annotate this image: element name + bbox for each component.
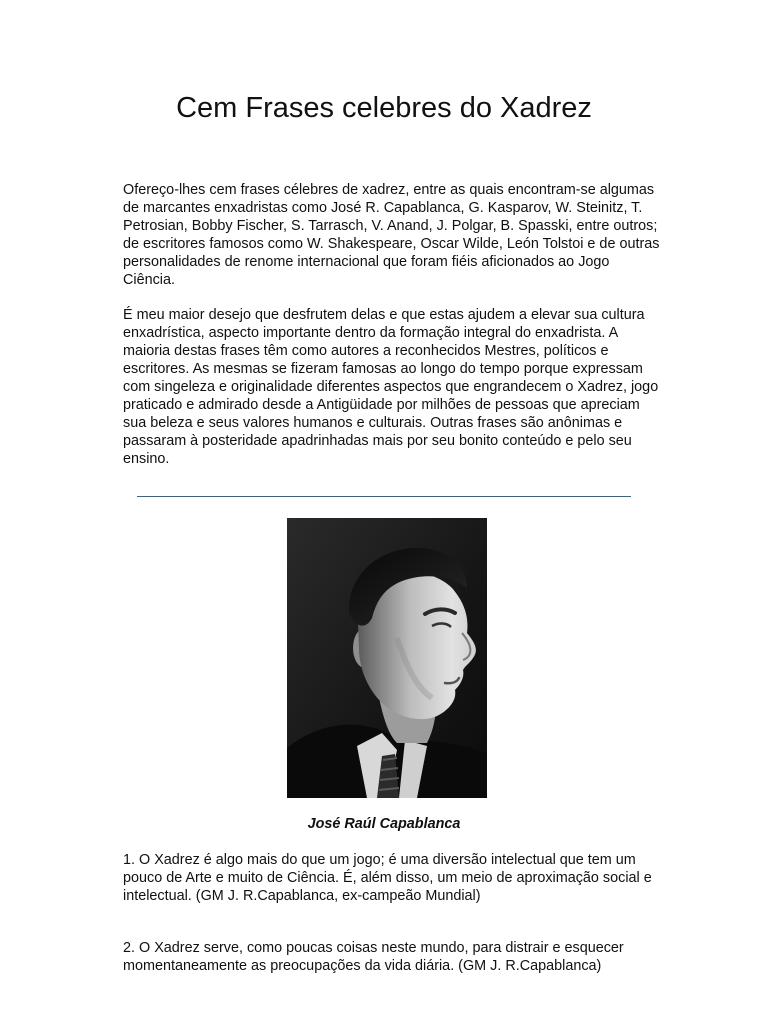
section-divider	[137, 496, 631, 497]
quote-2: 2. O Xadrez serve, como poucas coisas neste mundo, para distrair e esquecer momentaneamente as preocupações da vida diária. (GM J. R.Capablanca)	[123, 940, 624, 974]
intro-paragraph-1: Ofereço-lhes cem frases célebres de xadrez, entre as quais encontram-se algumas de marcantes enxadristas como José R. Capablanca, G. Kasparov, W. Steinitz, T. Petrosian, Bobby Fischer, S. Tarrasch, V. Anand, J. Polgar, B. Spasski, entre outros; de escritores famosos como W. Shakespeare, Oscar Wilde, León Tolstoi e de outras personalidades de renome internacional que foram fiéis aficionados ao Jogo Ciência.	[123, 182, 660, 288]
quote-1: 1. O Xadrez é algo mais do que um jogo; é uma diversão intelectual que tem um pouco de Arte e muito de Ciência. É, além disso, um meio de aproximação social e intelectual. (GM J. R.Capablanca, ex-campeão Mundial)	[123, 852, 652, 904]
intro-paragraph-2: É meu maior desejo que desfrutem delas e que estas ajudem a elevar sua cultura enxadrística, aspecto importante dentro da formação integral do enxadrista. A maioria destas frases têm como autores a reconhecidos Mestres, políticos e escritores. As mesmas se fizeram famosas ao longo do tempo porque expressam com singeleza e originalidade diferentes aspectos que engrandecem o Xadrez, jogo praticado e admirado desde a Antigüidade por milhões de pessoas que apreciam sua beleza e seus valores humanos e culturais. Outras frases são anônimas e passaram à posteridade apadrinhadas mais por seu bonito conteúdo e pelo seu ensino.	[123, 307, 659, 467]
photo-caption: José Raúl Capablanca	[307, 816, 461, 832]
capablanca-portrait-photo	[287, 518, 487, 798]
page-title: Cem Frases celebres do Xadrez	[176, 92, 592, 124]
